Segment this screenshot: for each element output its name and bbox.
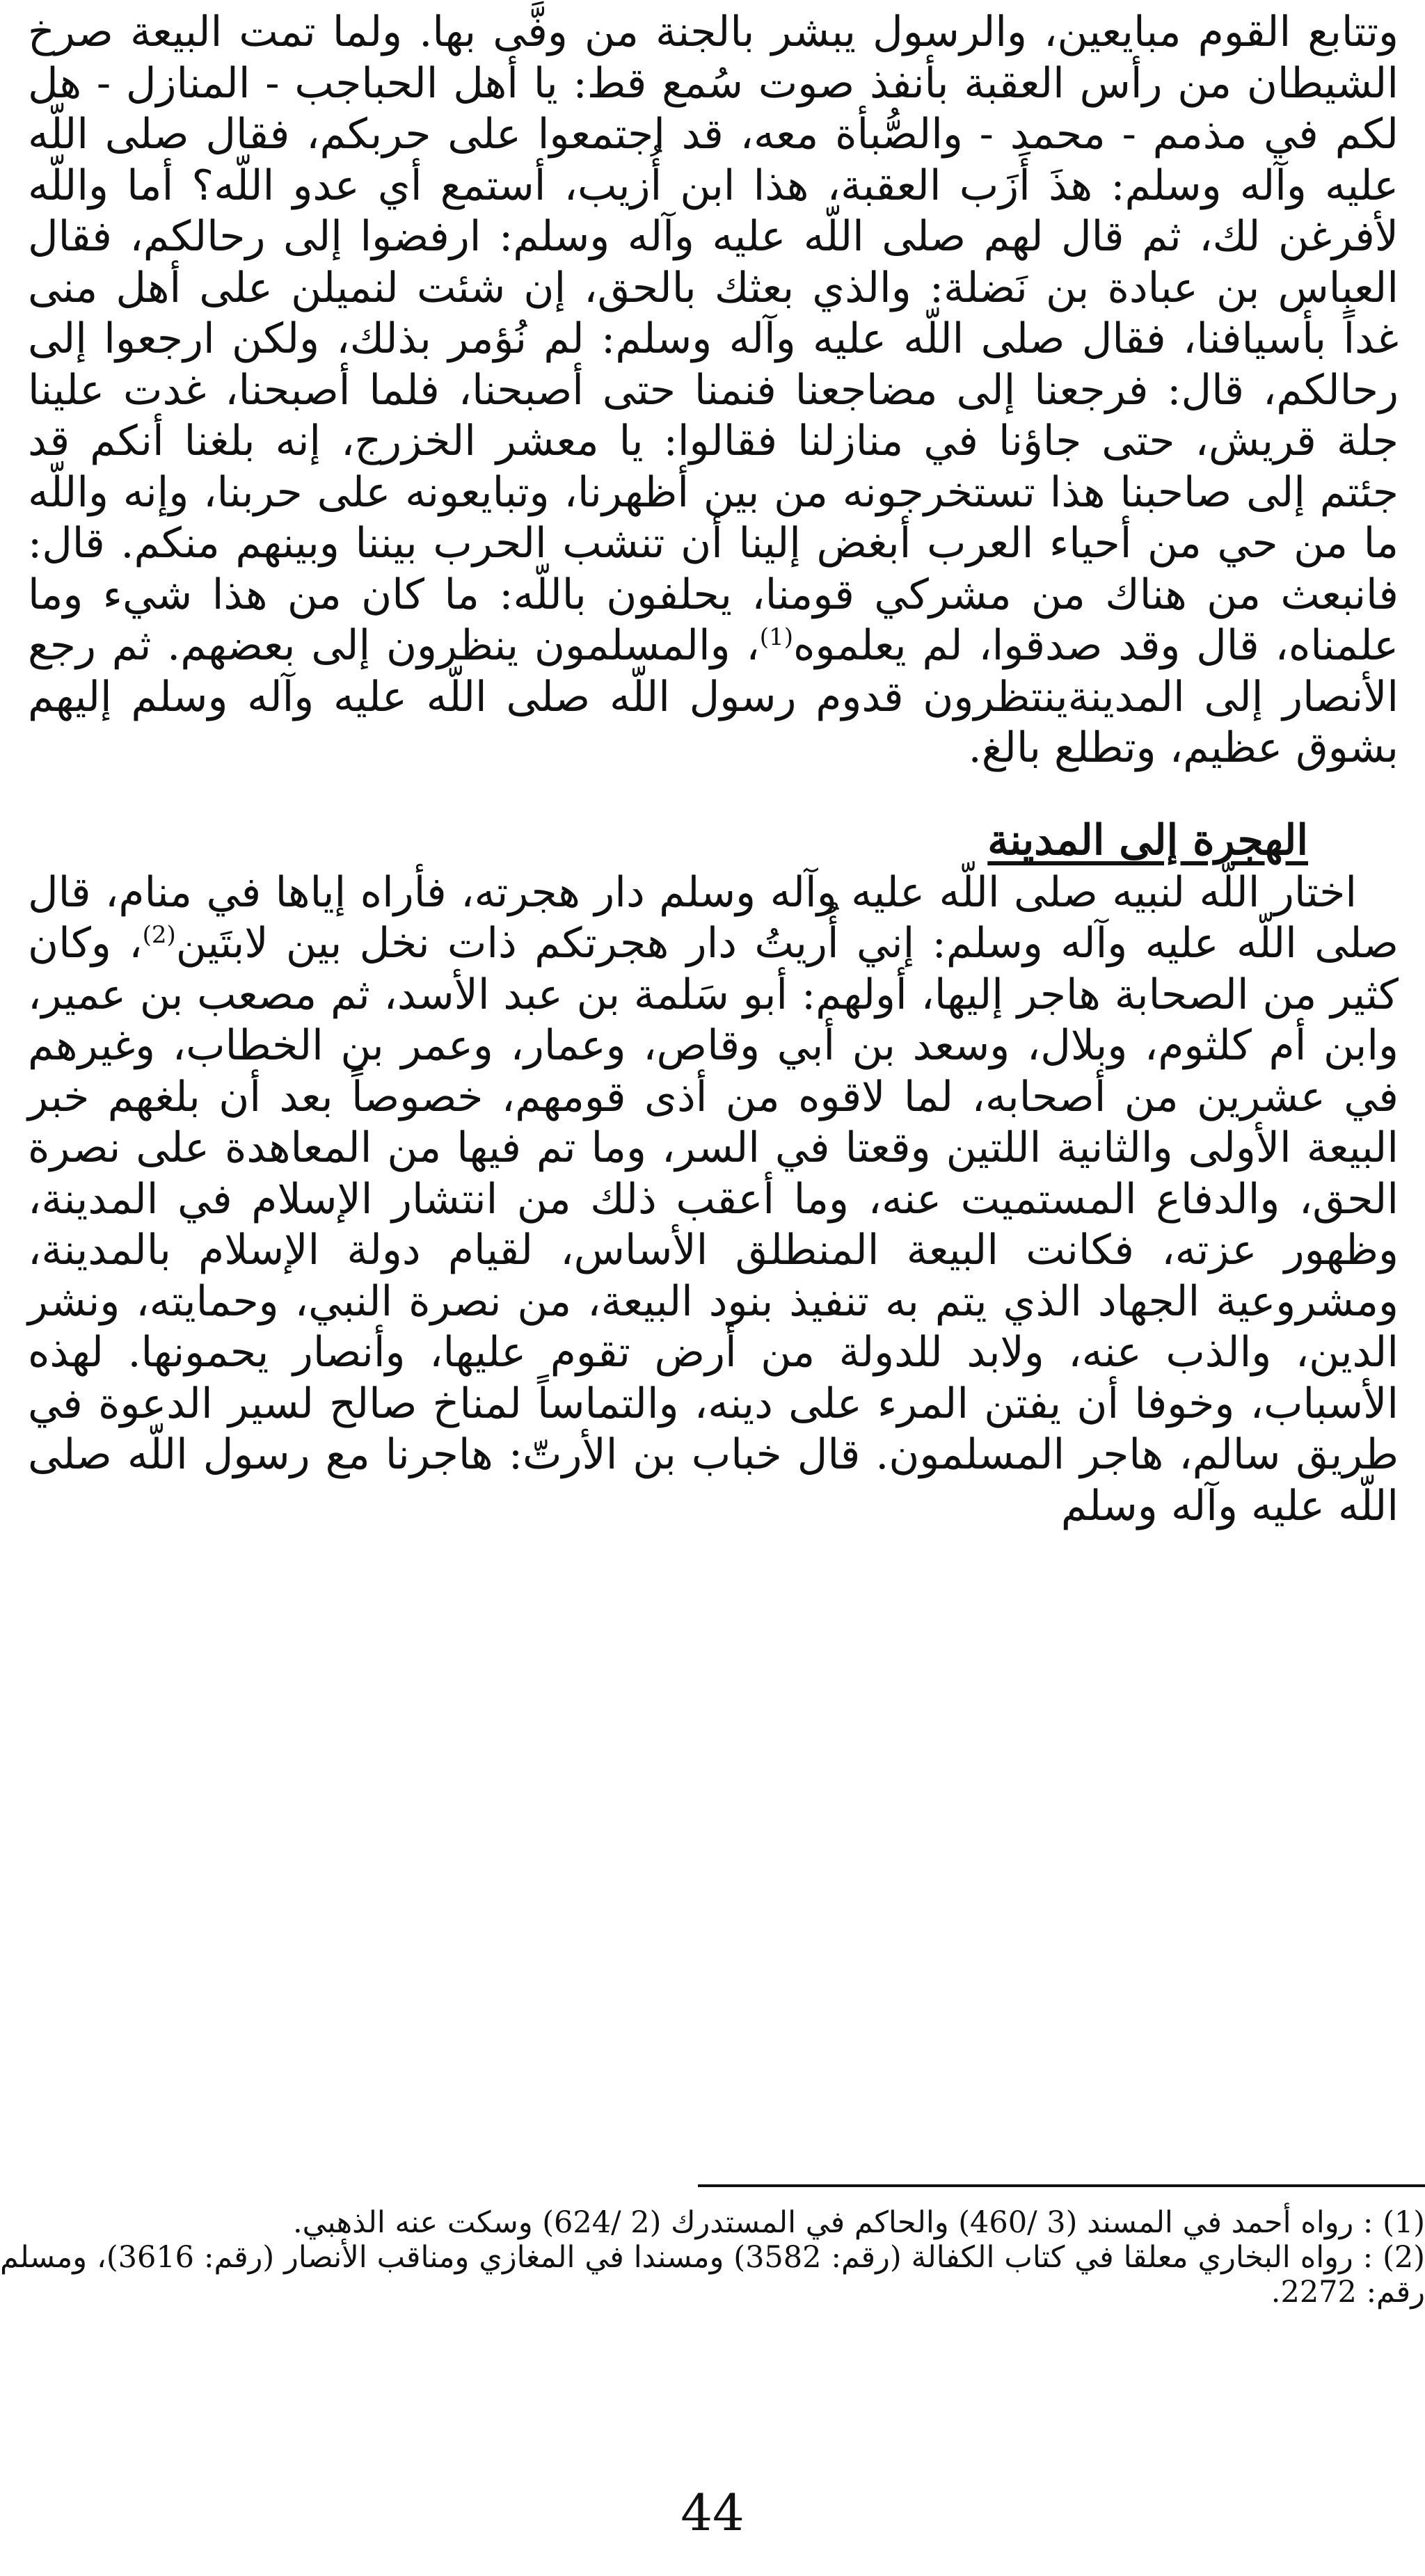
section-paragraph-end: ، وكان كثير من الصحابة هاجر إليها، أولهم: أبو سَلمة بن عبد الأسد، ثم مصعب بن عمير، وابن أم كلثوم، وبلال، وسعد بن أبي وقاص، وعمار، وعمر بن الخطاب، وغيرهم في عشرين من أصحابه، لما لاقوه من أذى قومهم، خصوصاً بعد أن بلغهم خبر البيعة الأولى والثانية اللتين وقعتا في السر، وما تم فيها من المعاهدة على نصرة الحق، والدفاع المستميت عنه، وما أعقب ذلك من انتشار الإسلام في المدينة، وظهور عزته، فكانت البيعة المنطلق الأساس، لقيام دولة الإسلام بالمدينة، ومشروعية الجهاد الذي يتم به تنفيذ بنود البيعة، من نصرة النبي، وحمايته، ونشر الدين، والذب عنه، ولابد للدولة من أرض تقوم عليها، وأنصار يحمونها. لهذه الأسباب، وخوفا أن يفتن المرء على دينه، والتماساً لمناخ صالح لسير الدعوة في طريق سالم، هاجر المسلمون. قال خباب بن الأرتّ: هاجرنا مع رسول اللّه صلى اللّه عليه وآله وسلم <box>28 919 1399 1530</box>
footnote-divider <box>698 2184 1425 2187</box>
section-paragraph <box>28 867 1399 1533</box>
footnote-ref-1: (1) <box>759 623 793 651</box>
section-paragraph-text: اختار اللّه لنبيه صلى اللّه عليه وآله وسلم دار هجرته، فأراه إياها في منام، قال صلى اللّه عليه وآله وسلم: إني أُريتُ دار هجرتكم ذات نخل بين لابتَين <box>28 867 1399 968</box>
top-paragraph-text: وتتابع القوم مبايعين، والرسول يبشر بالجنة من وفَّى بها. ولما تمت البيعة صرخ الشيطان من رأس العقبة بأنفذ صوت سُمع قط: يا أهل الحباجب - المنازل - هل لكم في مذمم - محمد - والصُّبأة معه، قد اجتمعوا على حربكم، فقال صلى اللّه عليه وآله وسلم: هذَ أَزَب العقبة، هذا ابن أُزيب، أستمع أي عدو اللّه؟ أما واللّه لأفرغن لك، ثم قال لهم صلى اللّه عليه وآله وسلم: ارفضوا إلى رحالكم، فقال العباس بن عبادة بن نَضلة: والذي بعثك بالحق، إن شئت لنميلن على أهل منى غداً بأسيافنا، فقال صلى اللّه عليه وآله وسلم: لم نُؤمر بذلك، ولكن ارجعوا إلى رحالكم، قال: فرجعنا إلى مضاجعنا فنمنا حتى أصبحنا، فلما أصبحنا، غدت علينا جلة قريش، حتى جاؤنا في منازلنا فقالوا: يا معشر الخزرج، إنه بلغنا أنكم قد جئتم إلى صاحبنا هذا تستخرجونه من بين أظهرنا، وتبايعونه على حربنا، وإنه واللّه ما من حي من أحياء العرب أبغض إلينا أن تنشب الحرب بيننا وبينهم منكم. قال: فانبعث من هناك من مشركي قومنا، يحلفون باللّه: ما كان من هذا شيء وما علمناه، قال وقد صدقوا، لم يعلموه <box>28 8 1399 670</box>
section-heading: الهجرة إلى المدينة <box>987 815 1308 865</box>
footnotes <box>0 2205 1425 2310</box>
top-paragraph-end: ، والمسلمون ينظرون إلى بعضهم. ثم رجع الأنصار إلى المدينةينتظرون قدوم رسول اللّه صلى اللّه عليه وآله وسلم إليهم بشوق عظيم، وتطلع بالغ. <box>28 621 1399 772</box>
footnote-ref-2: (2) <box>142 921 176 949</box>
footnote-1: (1) : رواه أحمد في المسند (3 /460) والحاكم في المستدرك (2 /624) وسكت عنه الذهبي. <box>293 2205 1425 2240</box>
footnote-2: (2) : رواه البخاري معلقا في كتاب الكفالة (رقم: 3582) ومسندا في المغازي ومناقب الأنصار (رقم: 3616)، ومسلم رقم: 2272. <box>0 2240 1425 2310</box>
page-number: 44 <box>680 2483 745 2542</box>
page-body <box>28 7 1399 1532</box>
top-paragraph <box>28 7 1399 774</box>
